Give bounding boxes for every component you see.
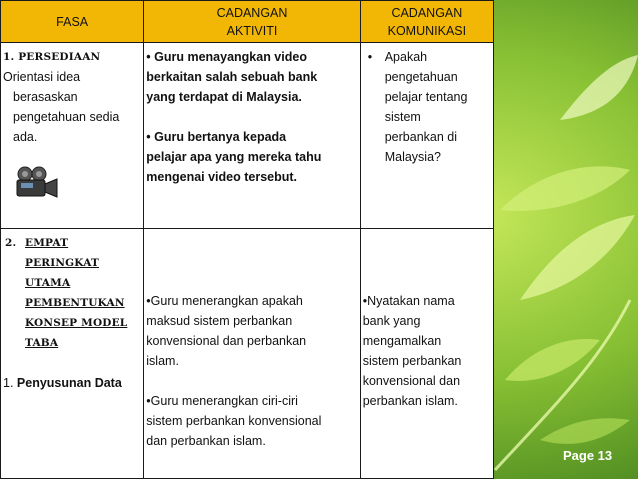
row2-fasa-title-line: PEMBENTUKAN: [25, 297, 125, 309]
row1-komunikasi-line: pelajar tentang: [384, 90, 468, 104]
row1-fasa-cell: [1, 43, 144, 229]
row2-komunikasi-line: •Nyatakan nama: [362, 294, 455, 308]
row2-komunikasi-line: sistem perbankan: [362, 354, 462, 368]
row2-komunikasi-line: konvensional dan: [362, 374, 461, 388]
video-camera-icon: [13, 165, 59, 199]
row1-komunikasi-bullet: •: [367, 50, 373, 64]
page-number: Page 13: [563, 448, 613, 463]
row1-fasa-line: pengetahuan sedia: [13, 110, 120, 124]
row2-fasa-title-line: KONSEP MODEL: [25, 317, 128, 329]
row1-aktiviti-line: yang terdapat di Malaysia.: [146, 90, 302, 104]
row2-fasa-number: 2.: [5, 237, 17, 249]
row1-komunikasi-line: Malaysia?: [384, 150, 441, 164]
header-komunikasi: CADANGAN KOMUNIKASI: [360, 1, 493, 43]
row1-fasa-line: berasaskan: [13, 90, 78, 104]
row2-aktiviti-cell: [144, 229, 360, 479]
header-aktiviti: CADANGAN AKTIVITI: [144, 1, 360, 43]
row1-komunikasi-line: perbankan di: [384, 130, 457, 144]
row2-aktiviti-line: konvensional dan perbankan: [146, 334, 307, 348]
row2-fasa-title-line: PERINGKAT: [25, 257, 99, 269]
row2-komunikasi-line: perbankan islam.: [362, 394, 458, 408]
row1-aktiviti-cell: [144, 43, 360, 229]
row2-fasa-title-line: EMPAT: [25, 237, 69, 249]
row2-fasa-title-line: TABA: [25, 337, 59, 349]
row1-aktiviti-line: • Guru menayangkan video: [146, 50, 307, 64]
row2-komunikasi-line: bank yang: [362, 314, 421, 328]
row1-aktiviti-line: mengenai video tersebut.: [146, 170, 298, 184]
row2-aktiviti-line: •Guru menerangkan apakah: [146, 294, 303, 308]
row1-komunikasi-line: pengetahuan: [384, 70, 458, 84]
row2-komunikasi-cell: [360, 229, 493, 479]
row2-aktiviti-line: •Guru menerangkan ciri-ciri: [146, 394, 298, 408]
row1-fasa-line: Orientasi idea: [3, 70, 81, 84]
row2-komunikasi-line: mengamalkan: [362, 334, 442, 348]
row1-fasa-title: 1. PERSEDIAAN: [3, 51, 101, 63]
row1-aktiviti-line: berkaitan salah sebuah bank: [146, 70, 318, 84]
row1-komunikasi-line: Apakah: [384, 50, 428, 64]
header-fasa: FASA: [1, 1, 144, 43]
row2-fasa-title-line: UTAMA: [25, 277, 71, 289]
row2-fasa-cell: [1, 229, 144, 479]
row1-komunikasi-cell: [360, 43, 493, 229]
row2-fasa-sub: 1. Penyusunan Data: [3, 376, 122, 390]
row1-aktiviti-line: pelajar apa yang mereka tahu: [146, 150, 322, 164]
row1-komunikasi-line: sistem: [384, 110, 421, 124]
row2-aktiviti-line: maksud sistem perbankan: [146, 314, 293, 328]
row2-aktiviti-line: dan perbankan islam.: [146, 434, 266, 448]
row1-fasa-line: ada.: [13, 130, 38, 144]
row2-aktiviti-line: islam.: [146, 354, 179, 368]
row2-aktiviti-line: sistem perbankan konvensional: [146, 414, 322, 428]
row1-aktiviti-line: • Guru bertanya kepada: [146, 130, 287, 144]
